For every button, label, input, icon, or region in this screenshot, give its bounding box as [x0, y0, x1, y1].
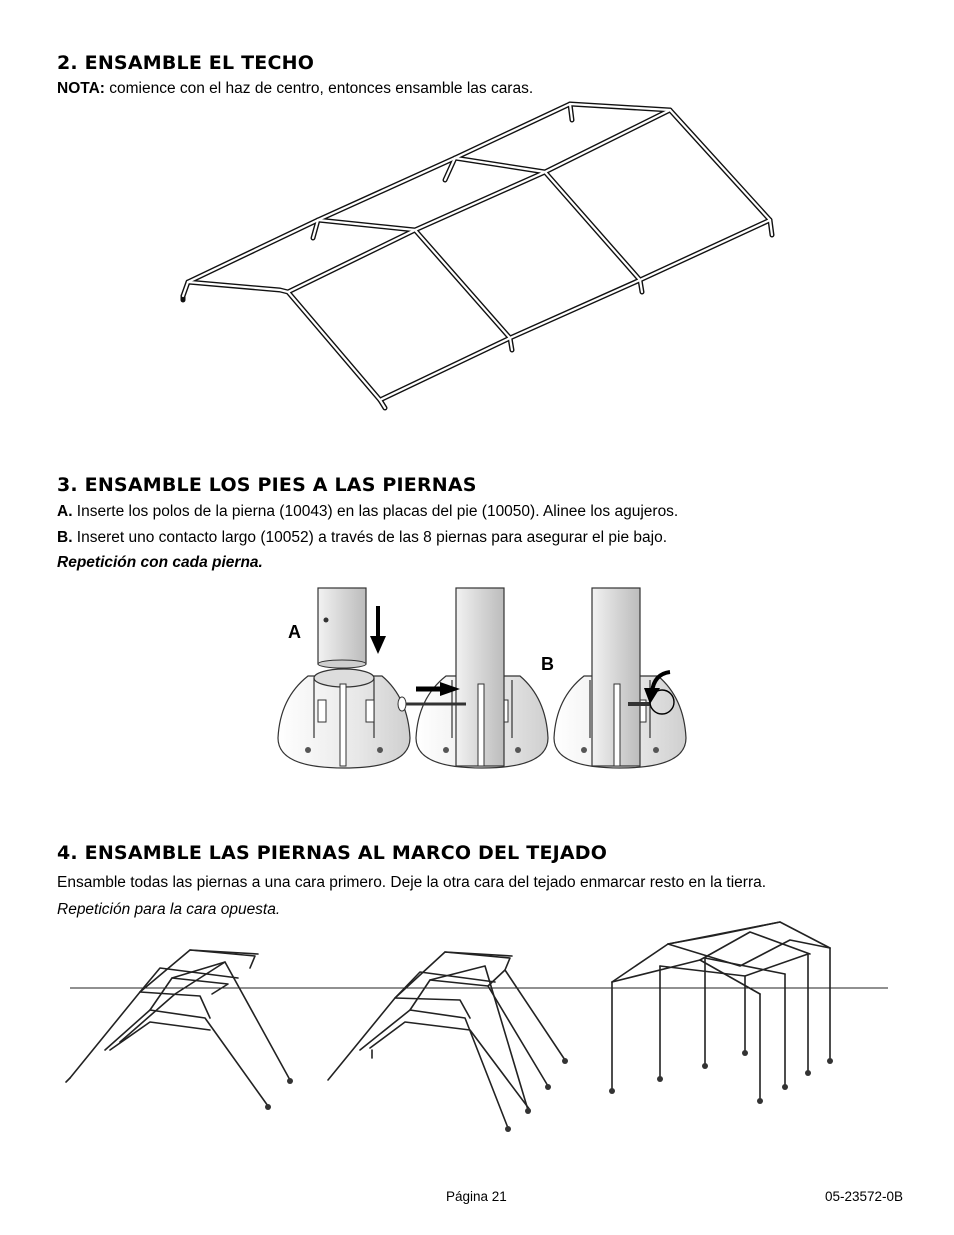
- document-number: 05-23572-0B: [825, 1189, 904, 1204]
- step-b-text: Inseret uno contacto largo (10052) a través de las 8 piernas para asegurar el pie bajo.: [72, 529, 668, 546]
- leg-pole-2: [456, 588, 504, 766]
- section-3-step-a: [57, 503, 678, 521]
- note-text: comience con el haz de centro, entonces ensamble las caras.: [104, 80, 534, 97]
- figure-label-a: A: [288, 622, 301, 642]
- section-4-text: Ensamble todas las piernas a una cara primero. Deje la otra cara del tejado enmarcar resto en la tierra.: [57, 874, 767, 891]
- section-2-heading: 2. ENSAMBLE EL TECHO: [57, 52, 315, 74]
- leg-pole-1: [318, 588, 366, 668]
- foot-assembly-illustration: [270, 588, 690, 778]
- step-a-text: Inserte los polos de la pierna (10043) en las placas del pie (10050). Alinee los agujeros.: [72, 503, 679, 520]
- page-number: Página 21: [446, 1189, 507, 1204]
- section-3-repeat-note: Repetición con cada pierna.: [57, 554, 263, 571]
- down-arrow-icon: [370, 606, 386, 654]
- section-3-heading: 3. ENSAMBLE LOS PIES A LAS PIERNAS: [57, 474, 477, 496]
- leg-frame-assembly-illustration: [0, 910, 954, 1140]
- section-4-heading: 4. ENSAMBLE LAS PIERNAS AL MARCO DEL TEJADO: [57, 842, 608, 864]
- figure-label-b: B: [541, 654, 554, 674]
- foot-plate-1: [278, 669, 410, 768]
- roof-frame-illustration: [0, 0, 954, 440]
- step-b-label: B.: [57, 529, 73, 546]
- section-4-repeat-note: Repetición para la cara opuesta.: [57, 901, 281, 918]
- step-a-label: A.: [57, 503, 73, 520]
- frame-stage-3: [612, 922, 830, 1100]
- frame-stage-1: [66, 950, 290, 1106]
- note-label: NOTA:: [57, 80, 105, 97]
- section-3-step-b: [57, 529, 667, 547]
- frame-stage-2: [328, 952, 565, 1128]
